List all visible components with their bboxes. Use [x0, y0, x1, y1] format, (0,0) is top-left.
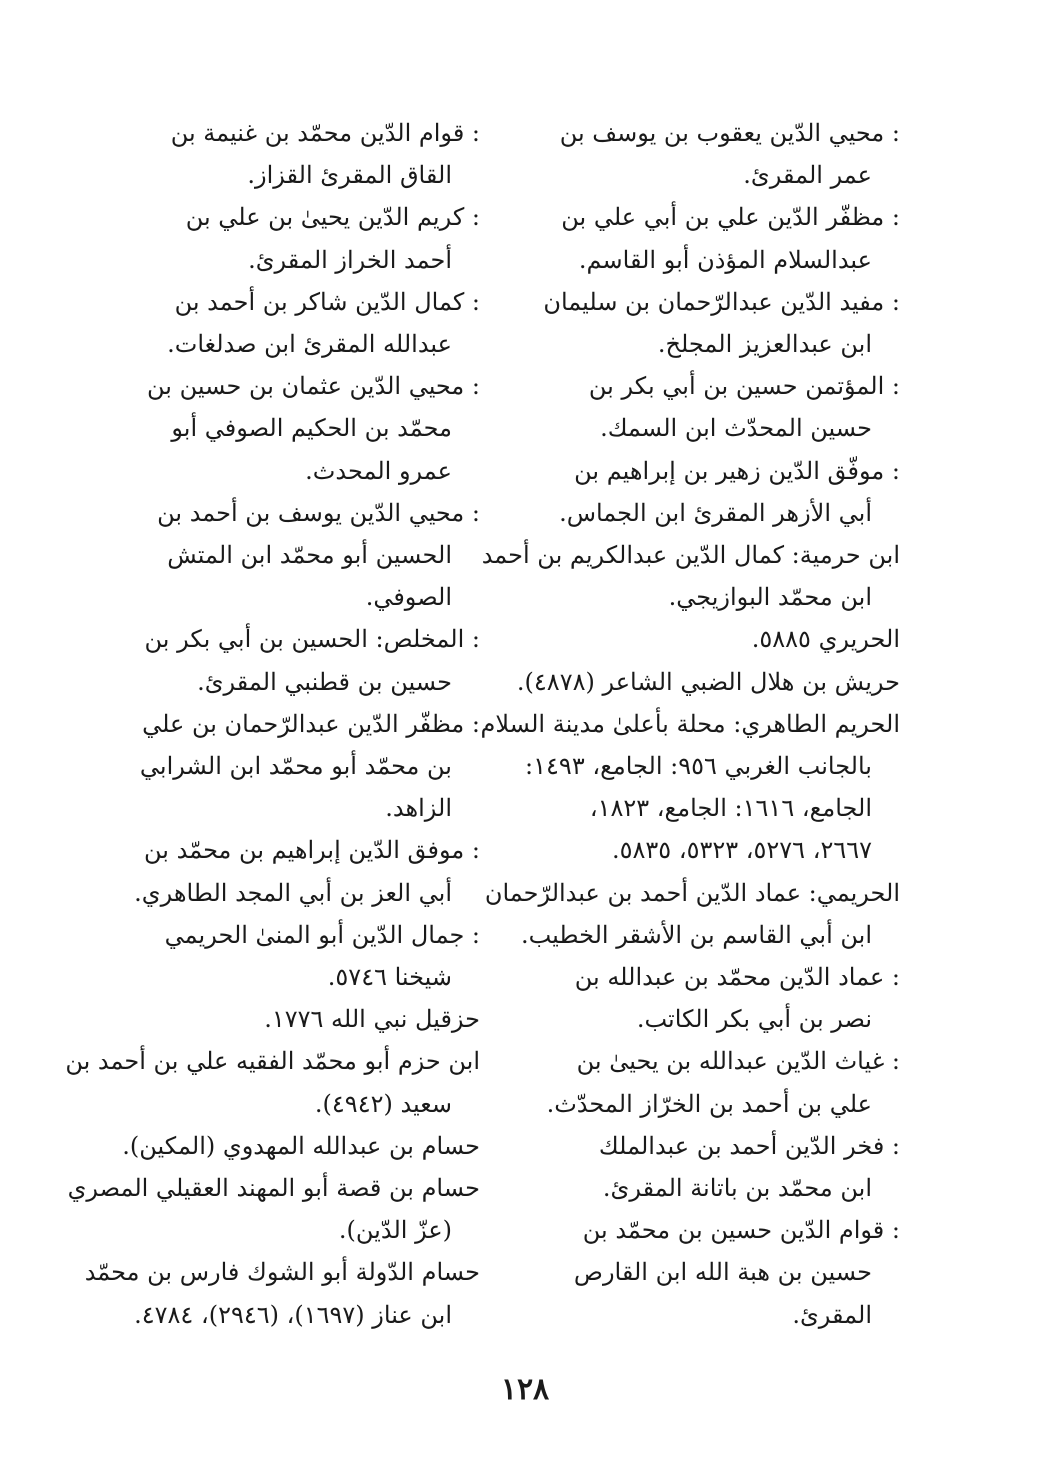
index-entry	[515, 281, 900, 365]
entry-line: ابن أبي القاسم بن الأشقر الخطيب.	[520, 920, 872, 949]
entry-line: ابن حرمية: كمال الدّين عبدالكريم بن أحمد	[481, 541, 900, 570]
entry-line: المقرئ.	[792, 1300, 872, 1329]
entry-line: نصر بن أبي بكر الكاتب.	[636, 1005, 872, 1034]
index-entry	[515, 956, 900, 1040]
index-entry	[515, 112, 900, 196]
entry-line: شيخنا ٥٧٤٦.	[327, 963, 452, 992]
index-entry	[515, 618, 900, 660]
entry-line: : فخر الدّين أحمد بن عبدالملك	[598, 1131, 900, 1160]
entry-line: : مظفّر الدّين علي بن أبي علي بن	[561, 203, 900, 232]
entry-line: الحسين أبو محمّد ابن المتش	[167, 541, 452, 570]
entry-line: : قوام الدّين محمّد بن غنيمة بن	[170, 119, 480, 147]
left-column	[65, 112, 480, 1336]
entry-line: : موفق الدّين إبراهيم بن محمّد بن	[144, 836, 480, 865]
entry-line: : جمال الدّين أبو المنىٰ الحريمي	[164, 920, 480, 949]
index-entry	[120, 492, 480, 619]
index-entry	[481, 534, 900, 618]
entry-line: أبي العز بن أبي المجد الطاهري.	[134, 878, 452, 907]
entry-line: (عزّ الدّين).	[338, 1216, 452, 1245]
entry-line: حزقيل نبي الله ١٧٧٦.	[264, 1005, 480, 1034]
entry-line: الحريم الطاهري: محلة بأعلىٰ مدينة السلام	[480, 709, 900, 738]
index-entry	[120, 196, 480, 280]
entry-line: : محيي الدّين عثمان بن حسين بن	[146, 372, 480, 401]
entry-line: عمر المقرئ.	[743, 161, 872, 190]
entry-line: : عماد الدّين محمّد بن عبدالله بن	[574, 963, 900, 992]
index-entry	[515, 661, 900, 703]
entry-line: حسام بن عبدالله المهدوي (المكين).	[122, 1131, 480, 1160]
index-entry	[120, 703, 480, 830]
index-entry	[515, 1209, 900, 1336]
index-entry	[120, 998, 480, 1040]
entry-line: حسين بن هبة الله ابن القارص	[573, 1258, 872, 1287]
entry-line: حسين المحدّث ابن السمك.	[600, 414, 872, 443]
entry-line: : غياث الدّين عبدالله بن يحيىٰ بن	[576, 1047, 900, 1076]
entry-line: الصوفي.	[365, 583, 452, 612]
index-entry	[84, 1251, 480, 1335]
entry-line: ابن حزم أبو محمّد الفقيه علي بن أحمد بن	[65, 1047, 480, 1076]
entry-line: حسين بن قطنبي المقرئ.	[197, 667, 452, 696]
entry-line: حريش بن هلال الضبي الشاعر (٤٨٧٨).	[516, 667, 900, 696]
entry-line: : مفيد الدّين عبدالرّحمان بن سليمان	[543, 287, 900, 316]
entry-line: : موفّق الدّين زهير بن إبراهيم بن	[574, 456, 900, 485]
entry-line: الجامع، ١٦١٦: الجامع، ١٨٢٣،	[589, 794, 872, 823]
entry-line: القاق المقرئ القزاز.	[247, 161, 452, 190]
index-entry	[480, 703, 900, 872]
entry-line: ابن عناز (١٦٩٧)، (٢٩٤٦)، ٤٧٨٤.	[134, 1300, 452, 1329]
entry-line: أبي الأزهر المقرئ ابن الجماس.	[559, 498, 872, 527]
entry-line: حسام الدّولة أبو الشوك فارس بن محمّد	[84, 1258, 480, 1287]
entry-line: الحريري ٥٨٨٥.	[751, 625, 900, 654]
index-entry	[515, 1040, 900, 1124]
entry-line: عبدالله المقرئ ابن صدلغات.	[167, 330, 452, 359]
index-entry	[120, 281, 480, 365]
entry-line: : محيي الدّين يوسف بن أحمد بن	[157, 498, 480, 527]
entry-line: ابن عبدالعزيز المجلخ.	[657, 330, 872, 359]
entry-line: : المؤتمن حسين بن أبي بكر بن	[588, 372, 900, 401]
index-entry	[120, 618, 480, 702]
entry-line: : كريم الدّين يحيىٰ بن علي بن	[185, 203, 480, 232]
entry-line: بالجانب الغربي ٩٥٦: الجامع، ١٤٩٣:	[525, 752, 872, 781]
index-entry	[515, 196, 900, 280]
entry-line: : كمال الدّين شاكر بن أحمد بن	[174, 287, 480, 316]
entry-line: علي بن أحمد بن الخرّاز المحدّث.	[546, 1089, 872, 1118]
entry-line: بن محمّد أبو محمّد ابن الشرابي	[139, 752, 452, 781]
index-entry	[120, 914, 480, 998]
entry-line: ابن محمّد البوازيجي.	[668, 583, 872, 612]
index-entry	[67, 1167, 480, 1251]
index-entry	[515, 1125, 900, 1209]
entry-line: محمّد بن الحكيم الصوفي أبو	[171, 414, 452, 443]
entry-line: : مظفّر الدّين عبدالرّحمان بن علي	[142, 709, 480, 738]
entry-line: الزاهد.	[385, 794, 452, 823]
index-entry	[515, 365, 900, 449]
entry-line: : قوام الدّين حسين بن محمّد بن	[582, 1216, 900, 1245]
index-entry	[120, 1125, 480, 1167]
entry-line: ابن محمّد بن باتانة المقرئ.	[602, 1174, 872, 1203]
index-entry	[484, 872, 900, 956]
index-entry	[515, 450, 900, 534]
entry-line: ٢٦٦٧، ٥٢٧٦، ٥٣٢٣، ٥٨٣٥.	[611, 836, 872, 865]
entry-line: حسام بن قصة أبو المهند العقيلي المصري	[67, 1174, 480, 1203]
entry-line: سعيد (٤٩٤٢).	[314, 1089, 452, 1118]
entry-line: عمرو المحدث.	[305, 456, 452, 485]
entry-line: : محيي الدّين يعقوب بن يوسف بن	[559, 119, 900, 147]
entry-line: عبدالسلام المؤذن أبو القاسم.	[578, 245, 872, 274]
entry-line: أحمد الخراز المقرئ.	[248, 245, 452, 274]
index-entry	[65, 1040, 480, 1124]
entry-line: : المخلص: الحسين بن أبي بكر بن	[144, 625, 480, 654]
entry-line: الحريمي: عماد الدّين أحمد بن عبدالرّحمان	[484, 878, 900, 907]
index-entry	[120, 829, 480, 913]
index-entry	[120, 112, 480, 196]
index-entry	[120, 365, 480, 492]
right-column	[480, 112, 900, 1336]
page-number: ١٢٨	[500, 1372, 550, 1407]
